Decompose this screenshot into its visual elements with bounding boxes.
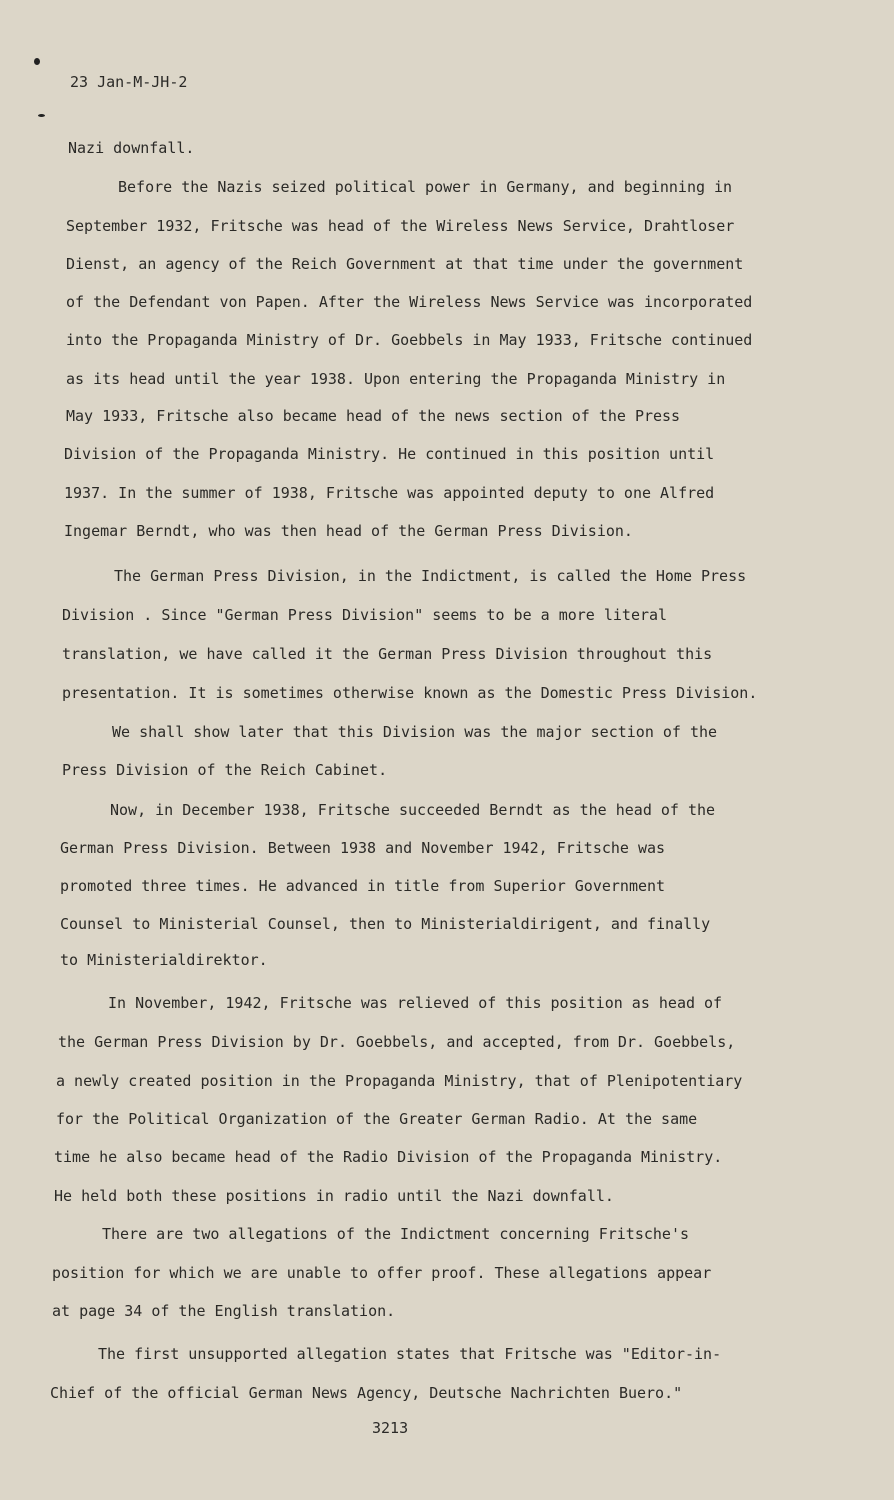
text-line: May 1933, Fritsche also became head of the news section of the Press bbox=[66, 407, 681, 425]
text-line: Counsel to Ministerial Counsel, then to Ministerialdirigent, and finally bbox=[60, 915, 711, 933]
text-line: 1937. In the summer of 1938, Fritsche was appointed deputy to one Alfred bbox=[64, 484, 715, 502]
text-line: presentation. It is sometimes otherwise known as the Domestic Press Division. bbox=[62, 684, 758, 702]
text-line: Division . Since "German Press Division" seems to be a more literal bbox=[62, 606, 668, 624]
text-line: Nazi downfall. bbox=[68, 139, 195, 157]
text-line: September 1932, Fritsche was head of the Wireless News Service, Drahtloser bbox=[66, 217, 735, 235]
ink-mark-top bbox=[34, 58, 40, 65]
text-line: time he also became head of the Radio Division of the Propaganda Ministry. bbox=[54, 1148, 723, 1166]
text-line: The German Press Division, in the Indictment, is called the Home Press bbox=[114, 567, 747, 585]
page-number: 3213 bbox=[372, 1419, 409, 1437]
text-line: as its head until the year 1938. Upon entering the Propaganda Ministry in bbox=[66, 370, 726, 388]
text-line: Chief of the official German News Agency, Deutsche Nachrichten Buero." bbox=[50, 1384, 683, 1402]
text-line: Division of the Propaganda Ministry. He continued in this position until bbox=[64, 445, 715, 463]
text-line: German Press Division. Between 1938 and November 1942, Fritsche was bbox=[60, 839, 666, 857]
text-line: We shall show later that this Division was the major section of the bbox=[112, 723, 718, 741]
text-line: position for which we are unable to offer proof. These allegations appear bbox=[52, 1264, 712, 1282]
text-line: a newly created position in the Propaganda Ministry, that of Plenipotentiary bbox=[56, 1072, 743, 1090]
text-line: for the Political Organization of the Greater German Radio. At the same bbox=[56, 1110, 698, 1128]
text-line: Now, in December 1938, Fritsche succeeded Berndt as the head of the bbox=[110, 801, 716, 819]
text-line: to Ministerialdirektor. bbox=[60, 951, 268, 969]
text-line: into the Propaganda Ministry of Dr. Goebbels in May 1933, Fritsche continued bbox=[66, 331, 753, 349]
document-reference: 23 Jan-M-JH-2 bbox=[70, 73, 188, 91]
text-line: the German Press Division by Dr. Goebbels, and accepted, from Dr. Goebbels, bbox=[58, 1033, 736, 1051]
text-line: There are two allegations of the Indictment concerning Fritsche's bbox=[102, 1225, 689, 1243]
text-line: at page 34 of the English translation. bbox=[52, 1302, 396, 1320]
text-line: Dienst, an agency of the Reich Government at that time under the government bbox=[66, 255, 744, 273]
text-line: The first unsupported allegation states that Fritsche was "Editor-in- bbox=[98, 1345, 722, 1363]
text-line: promoted three times. He advanced in title from Superior Government bbox=[60, 877, 666, 895]
text-line: In November, 1942, Fritsche was relieved of this position as head of bbox=[108, 994, 723, 1012]
text-line: Before the Nazis seized political power in Germany, and beginning in bbox=[118, 178, 733, 196]
text-line: Ingemar Berndt, who was then head of the German Press Division. bbox=[64, 522, 633, 540]
text-line: translation, we have called it the German Press Division throughout this bbox=[62, 645, 713, 663]
text-line: of the Defendant von Papen. After the Wireless News Service was incorporated bbox=[66, 293, 753, 311]
text-line: He held both these positions in radio until the Nazi downfall. bbox=[54, 1187, 614, 1205]
ink-mark-margin bbox=[38, 114, 45, 117]
text-line: Press Division of the Reich Cabinet. bbox=[62, 761, 388, 779]
